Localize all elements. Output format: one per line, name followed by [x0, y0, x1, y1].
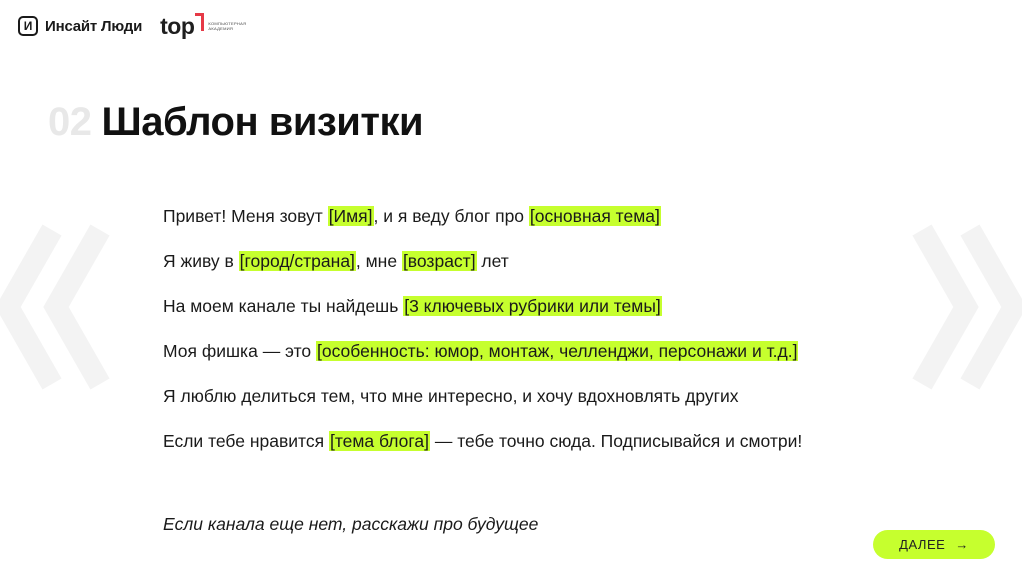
- top-caption-line: КОМПЬЮТЕРНАЯ: [208, 21, 247, 26]
- insight-logo-icon: И: [18, 16, 38, 36]
- chevron-left-icon: [0, 222, 110, 392]
- text-fragment: Если тебе нравится: [163, 431, 329, 451]
- top-academy-logo: [160, 12, 247, 39]
- footnote: Если канала еще нет, расскажи про будущее: [163, 514, 539, 534]
- next-button[interactable]: [873, 530, 995, 559]
- text-fragment: , мне: [355, 251, 402, 271]
- template-line: [163, 338, 903, 383]
- top-caption-line: АКАДЕМИЯ: [208, 26, 234, 31]
- template-line: [163, 383, 903, 428]
- page-title: [48, 100, 423, 145]
- placeholder-highlight: [тема блога]: [329, 431, 429, 451]
- text-fragment: Я живу в: [163, 251, 239, 271]
- placeholder-highlight: [город/страна]: [239, 251, 355, 271]
- text-fragment: Я люблю делиться тем, что мне интересно, и хочу вдохновлять других: [163, 386, 739, 406]
- text-fragment: лет: [476, 251, 509, 271]
- text-fragment: Моя фишка — это: [163, 341, 317, 361]
- top-logo-caption: [208, 21, 246, 31]
- chevron-right-icon: [912, 222, 1022, 392]
- placeholder-highlight: [Имя]: [328, 206, 373, 226]
- placeholder-highlight: [3 ключевых рубрики или темы]: [404, 296, 661, 316]
- placeholder-highlight: [возраст]: [402, 251, 476, 271]
- insight-logo-text: Инсайт Люди: [45, 17, 143, 35]
- text-fragment: На моем канале ты найдешь: [163, 296, 404, 316]
- template-line: [163, 203, 903, 248]
- template-line: [163, 248, 903, 293]
- top-logo-mark: [195, 13, 204, 31]
- template-line: [163, 428, 903, 473]
- placeholder-highlight: [особенность: юмор, монтаж, челленджи, персонажи и т.д.]: [317, 341, 798, 361]
- arrow-right-icon: →: [955, 537, 969, 552]
- text-fragment: — тебе точно сюда. Подписывайся и смотри!: [429, 431, 803, 451]
- next-button-label: ДАЛЕЕ: [899, 537, 946, 552]
- section-number: 02: [48, 100, 92, 144]
- title-text: Шаблон визитки: [101, 100, 424, 144]
- template-line: [163, 293, 903, 338]
- top-logo-word: top: [160, 12, 195, 39]
- text-fragment: Привет! Меня зовут: [163, 206, 328, 226]
- header: [18, 14, 246, 38]
- template-text: [163, 203, 903, 473]
- placeholder-highlight: [основная тема]: [529, 206, 660, 226]
- text-fragment: , и я веду блог про: [373, 206, 529, 226]
